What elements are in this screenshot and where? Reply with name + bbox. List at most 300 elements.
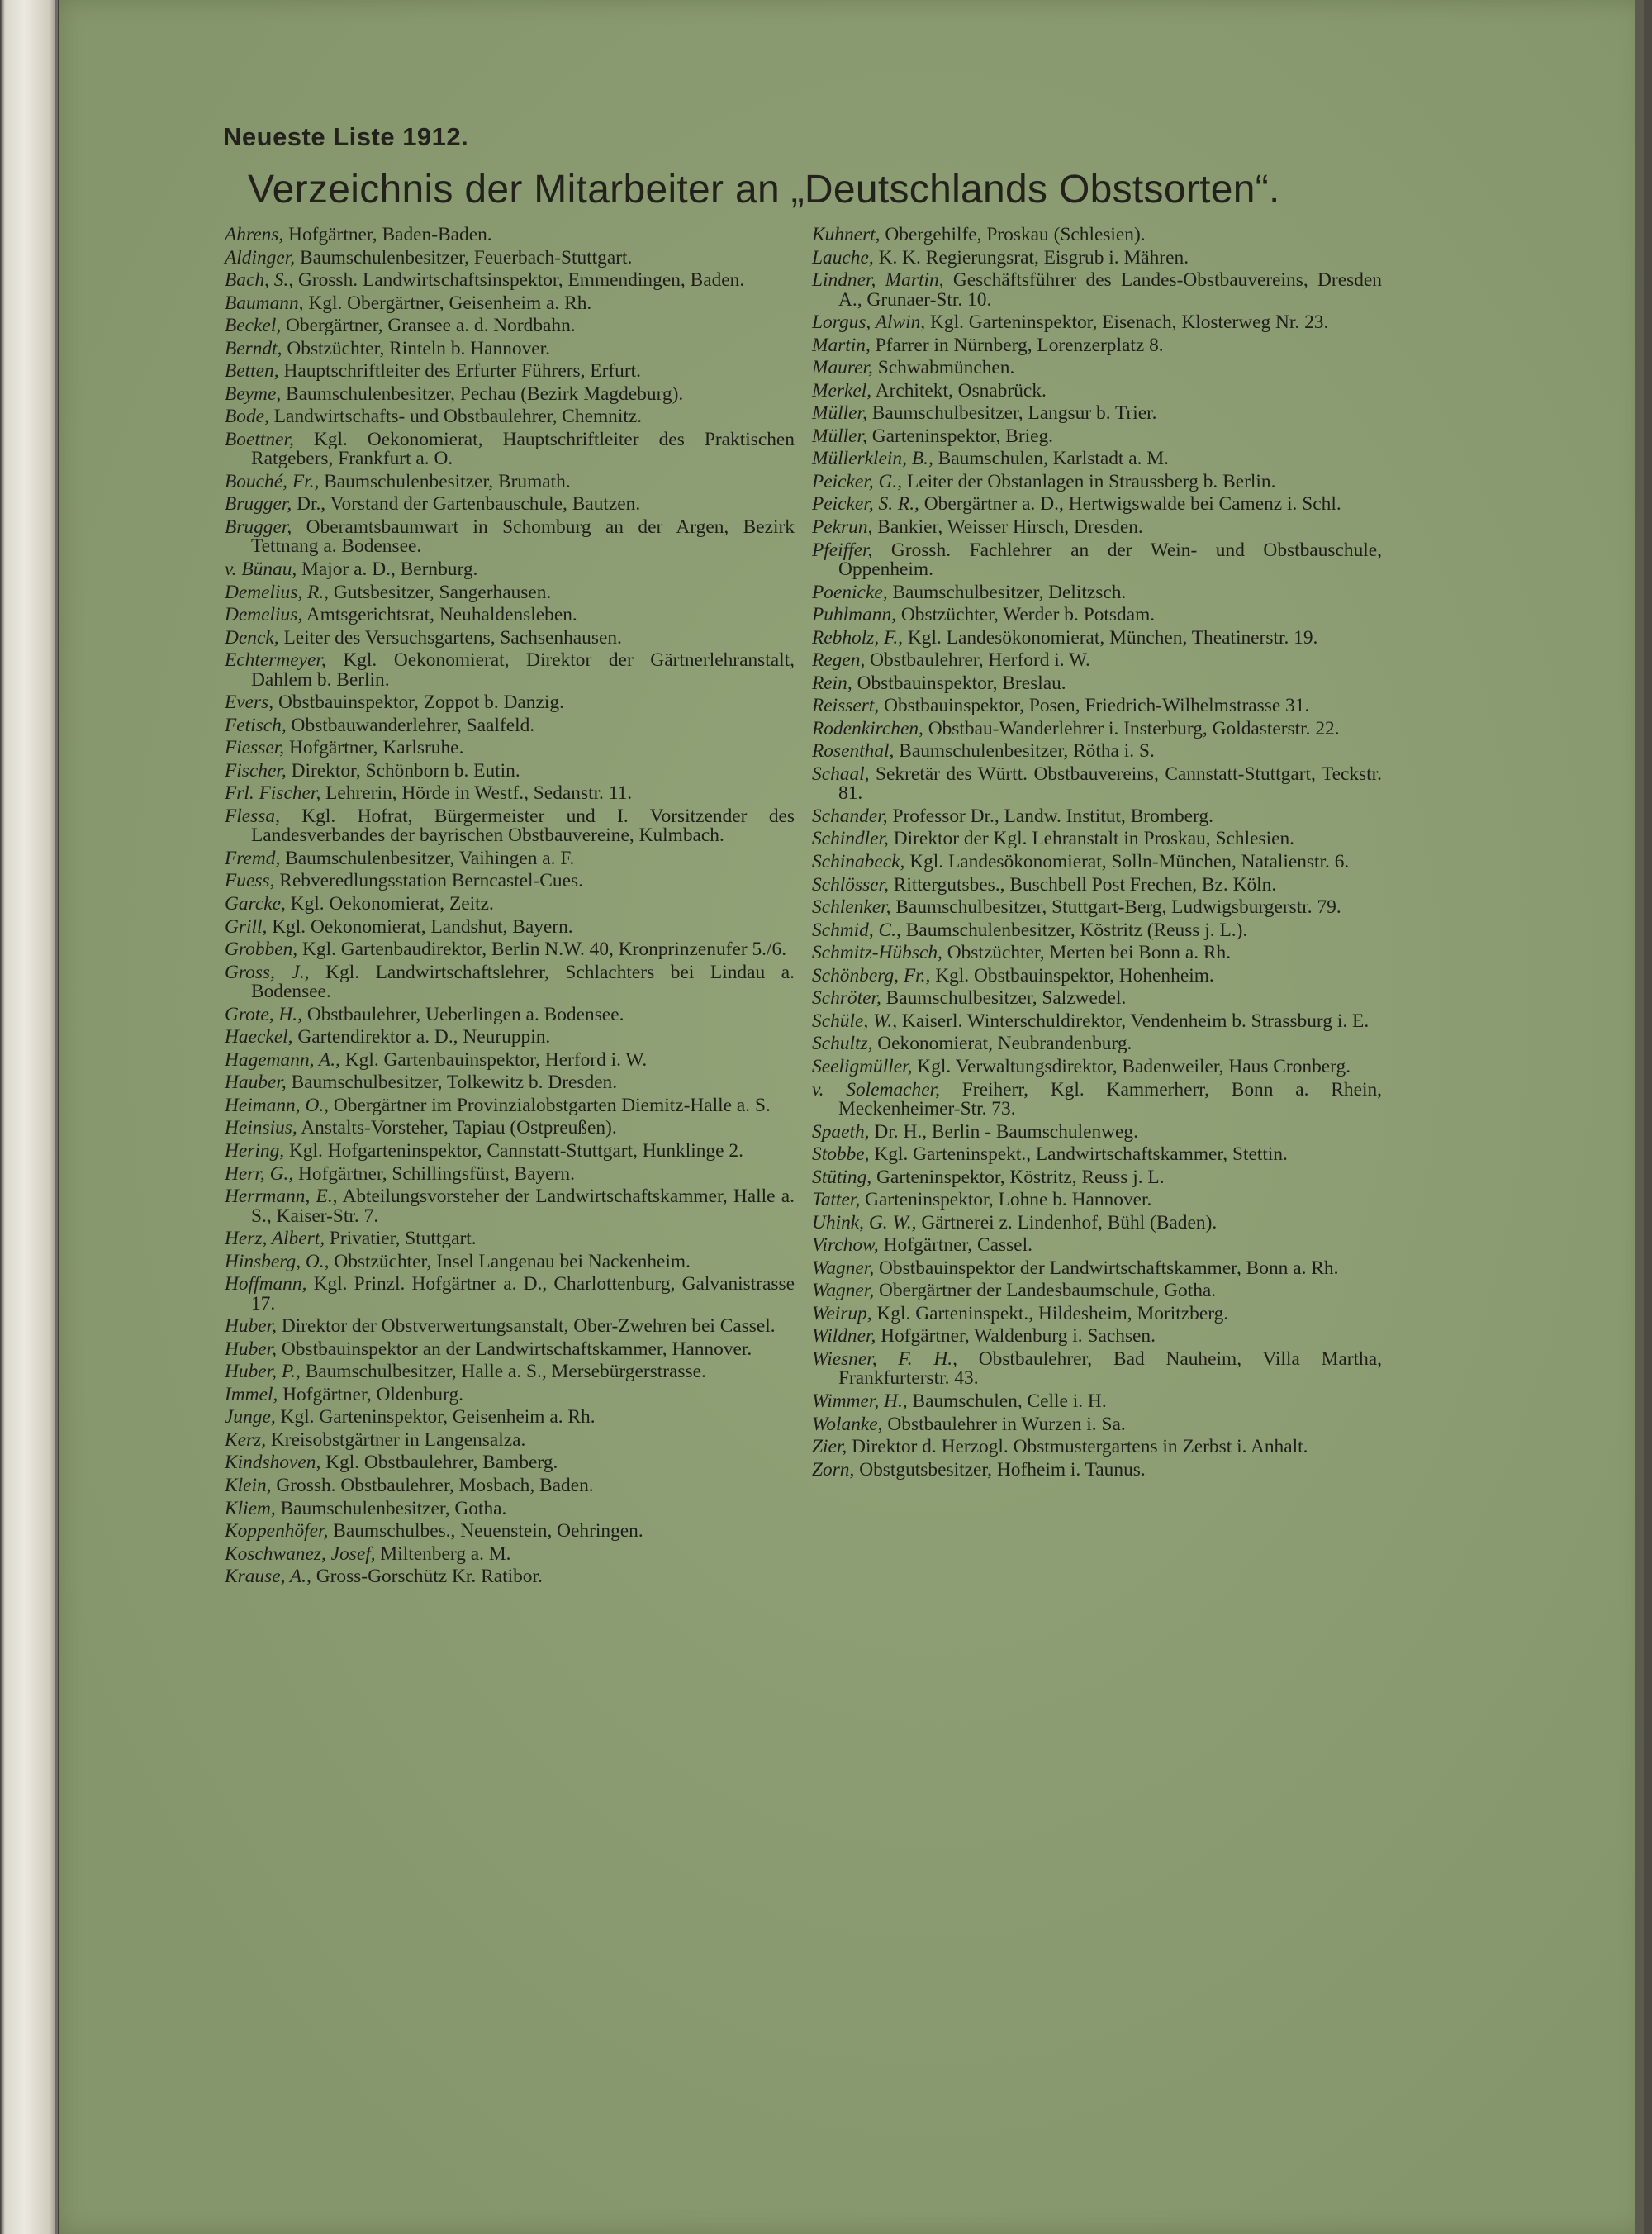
contributor-entry xyxy=(225,784,795,803)
contributor-name: Wagner, xyxy=(812,1280,875,1302)
contributor-name: Ahrens, xyxy=(225,224,284,245)
contributor-details: Obstbauinspektor an der Landwirtschaftskammer, Hannover. xyxy=(277,1338,752,1360)
contributor-details: Obstzüchter, Insel Langenau bei Nackenheim. xyxy=(329,1250,691,1272)
contributor-entry xyxy=(812,583,1382,602)
contributor-entry xyxy=(812,541,1382,580)
contributor-details: Hofgärtner, Karlsruhe. xyxy=(284,737,464,759)
contributor-entry xyxy=(225,1096,795,1115)
contributor-entry xyxy=(812,1327,1382,1346)
contributor-details: Pfarrer in Nürnberg, Lorenzerplatz 8. xyxy=(870,334,1164,356)
contributor-details: Hofgärtner, Baden-Baden. xyxy=(283,224,492,245)
contributor-entry xyxy=(225,385,795,404)
contributor-entry xyxy=(225,1252,795,1271)
contributor-details: Landwirtschafts- und Obstbaulehrer, Chemnitz. xyxy=(268,406,643,428)
contributor-name: Haeckel, xyxy=(225,1026,293,1048)
contributor-entry xyxy=(812,1120,1382,1143)
contributor-name: Koschwanez, Josef, xyxy=(225,1542,376,1565)
contributor-name: Heinsius, xyxy=(225,1117,297,1139)
contributor-entry xyxy=(225,1229,795,1248)
contributor-name: Fetisch, xyxy=(225,714,287,736)
contributor-entry xyxy=(812,404,1382,423)
contributor-name: Kliem, xyxy=(225,1497,276,1519)
contributor-entry xyxy=(812,1191,1382,1210)
contributor-name: Berndt, xyxy=(225,337,282,359)
contributor-name: Demelius, xyxy=(225,604,303,626)
contributor-entry xyxy=(812,853,1382,872)
contributor-name: Gross, J., xyxy=(225,961,310,983)
contributor-entry xyxy=(225,1317,795,1336)
contributor-name: Schander, xyxy=(812,805,888,827)
contributor-entry xyxy=(225,316,795,335)
page-right-edge xyxy=(1635,0,1644,2234)
contributor-details: Baumschulenbesitzer, Vaihingen a. F. xyxy=(280,847,575,869)
contributor-details: Obstbauinspektor, Zoppot b. Danzig. xyxy=(273,692,564,714)
contributor-entry xyxy=(812,518,1382,537)
contributor-entry xyxy=(812,626,1382,649)
contributor-details: Schwabmünchen. xyxy=(872,357,1015,379)
contributor-details: Obergehilfe, Proskau (Schlesien). xyxy=(880,224,1146,245)
contributor-name: Baumann, xyxy=(225,292,304,314)
contributor-details: Kgl. Obergärtner, Geisenheim a. Rh. xyxy=(303,292,592,314)
contributor-name: Wolanke, xyxy=(812,1413,883,1435)
contributor-details: Kgl. Landesökonomierat, München, Theatinerstr. 19. xyxy=(903,626,1318,649)
contributor-name: Tatter, xyxy=(812,1189,861,1211)
contributor-name: Maurer, xyxy=(812,357,873,379)
contributor-details: Baumschulenbesitzer, Rötha i. S. xyxy=(894,740,1155,763)
contributor-name: Fuess, xyxy=(225,870,275,892)
contributor-name: Poenicke, xyxy=(812,581,888,603)
contributor-entry xyxy=(812,1438,1382,1457)
contributor-entry xyxy=(225,807,795,846)
contributor-details: Direktor d. Herzogl. Obstmustergartens in Zerbst i. Anhalt. xyxy=(847,1436,1308,1458)
contributor-name: Bach, S., xyxy=(225,269,294,292)
contributor-name: Schröter, xyxy=(812,987,881,1010)
contributor-entry xyxy=(812,495,1382,514)
contributor-name: Kuhnert, xyxy=(812,224,881,245)
contributor-details: Garteninspektor, Köstritz, Reuss j. L. xyxy=(871,1166,1165,1188)
contributor-name: Wagner, xyxy=(812,1257,875,1279)
contributor-details: Abteilungsvorsteher der Landwirtschaftskammer, Halle a. S., Kaiser-Str. 7. xyxy=(251,1186,795,1227)
contributor-details: Obstzüchter, Rinteln b. Hannover. xyxy=(282,337,551,359)
contributor-entry xyxy=(225,246,795,269)
contributor-entry xyxy=(812,427,1382,446)
contributor-details: Obstzüchter, Werder b. Potsdam. xyxy=(896,604,1156,626)
contributor-details: Baumschulenbesitzer, Pechau (Bezirk Magdeburg). xyxy=(281,383,684,405)
contributor-details: Grossh. Fachlehrer an der Wein- und Obstbauschule, Oppenheim. xyxy=(838,539,1382,581)
contributor-details: Baumschulbesitzer, Stuttgart-Berg, Ludwigsburgerstr. 79. xyxy=(890,896,1341,919)
contributor-name: Beckel, xyxy=(225,315,282,337)
contributor-name: Bouché, Fr., xyxy=(225,470,320,492)
contributor-details: Baumschulbesitzer, Halle a. S., Mersebürgerstrasse. xyxy=(300,1361,706,1383)
contributor-details: Kgl. Oekonomierat, Hauptschriftleiter des Praktischen Ratgebers, Frankfurt a. O. xyxy=(251,428,795,470)
contributor-details: Kgl. Gartenbaudirektor, Berlin N.W. 40, Kronprinzenufer 5./6. xyxy=(297,939,787,961)
contributor-entry xyxy=(812,313,1382,332)
contributor-entry xyxy=(225,294,795,313)
contributor-details: Obergärtner, Gransee a. d. Nordbahn. xyxy=(281,315,576,337)
contributor-details: Kreisobstgärtner in Langensalza. xyxy=(266,1428,526,1451)
contributor-name: Müller, xyxy=(812,402,867,425)
contributor-entry xyxy=(812,829,1382,848)
contributor-entry xyxy=(812,921,1382,940)
contributor-entry xyxy=(225,495,795,514)
contributors-column-right xyxy=(812,226,1382,1483)
contributor-name: v. Solemacher, xyxy=(812,1078,940,1100)
contributor-details: Baumschulenbesitzer, Köstritz (Reuss j. L.). xyxy=(900,919,1248,941)
contributor-entry xyxy=(225,1275,795,1314)
contributor-name: Grote, H., xyxy=(225,1003,302,1025)
contributor-name: Spaeth, xyxy=(812,1120,870,1143)
contributor-entry xyxy=(225,872,795,891)
contributor-entry xyxy=(812,742,1382,761)
contributor-name: Fiesser, xyxy=(225,737,285,759)
contributor-name: Schmitz-Hübsch, xyxy=(812,942,942,964)
contributor-details: Rittergutsbes., Buschbell Post Frechen, Bz. Köln. xyxy=(888,873,1277,896)
contributor-name: Wiesner, F. H., xyxy=(812,1348,957,1370)
contributor-entry xyxy=(225,606,795,625)
contributor-name: Frl. Fischer, xyxy=(225,782,321,805)
contributor-details: Obstbaulehrer in Wurzen i. Sa. xyxy=(882,1413,1126,1435)
contributor-name: Uhink, G. W., xyxy=(812,1211,917,1233)
contributor-details: Obstbaulehrer, Ueberlingen a. Bodensee. xyxy=(302,1003,624,1025)
contributor-entry xyxy=(812,449,1382,468)
contributor-details: Kgl. Hofrat, Bürgermeister und I. Vorsitzender des Landesverbandes der bayrischen Obstbauvereine, Kulmbach. xyxy=(251,805,795,847)
contributor-entry xyxy=(225,849,795,868)
contributor-name: Flessa, xyxy=(225,805,280,827)
contributor-entry xyxy=(225,1048,795,1071)
contributor-details: Baumschulenbesitzer, Feuerbach-Stuttgart. xyxy=(295,246,633,269)
contributor-name: Zorn, xyxy=(812,1458,855,1481)
contributor-name: Junge, xyxy=(225,1406,276,1428)
contributor-name: Merkel, xyxy=(812,379,872,402)
contributor-name: Peicker, S. R., xyxy=(812,493,919,516)
contributor-entry xyxy=(812,873,1382,896)
contributor-details: Obstbauinspektor der Landwirtschaftskammer, Bonn a. Rh. xyxy=(874,1257,1339,1279)
contributor-details: Kgl. Landesökonomierat, Solln-München, Natalienstr. 6. xyxy=(904,851,1350,873)
contributor-details: Kgl. Hofgarteninspektor, Cannstatt-Stuttgart, Hunklinge 2. xyxy=(284,1139,743,1162)
contributor-entry xyxy=(225,1187,795,1226)
contributor-entry xyxy=(812,1259,1382,1278)
contributor-name: Aldinger, xyxy=(225,246,296,269)
contributor-entry xyxy=(812,1236,1382,1255)
contributor-details: Kgl. Obstbauinspektor, Hohenheim. xyxy=(930,964,1214,986)
contributor-name: Beyme, xyxy=(225,383,282,405)
contributor-details: Gutsbesitzer, Sangerhausen. xyxy=(329,581,552,603)
contributor-entry xyxy=(225,759,795,782)
contributor-entry xyxy=(225,407,795,426)
contributor-details: Direktor der Kgl. Lehranstalt in Proskau, Schlesien. xyxy=(888,828,1294,850)
contributor-details: Amtsgerichtsrat, Neuhaldensleben. xyxy=(302,604,577,626)
contributor-name: Hoffmann, xyxy=(225,1273,307,1295)
contributors-column-left xyxy=(225,226,795,1590)
contributor-details: Obstbauwanderlehrer, Saalfeld. xyxy=(286,714,535,736)
contributor-name: Lorgus, Alwin, xyxy=(812,311,926,334)
contributor-name: Huber, P., xyxy=(225,1361,301,1383)
contributor-entry xyxy=(812,696,1382,715)
contributor-name: Demelius, R., xyxy=(225,581,330,603)
contributor-entry xyxy=(225,940,795,959)
contributor-entry xyxy=(225,1383,795,1405)
contributor-entry xyxy=(225,895,795,914)
contributor-entry xyxy=(225,1005,795,1024)
contributor-name: Hauber, xyxy=(225,1072,287,1094)
contributor-name: Klein, xyxy=(225,1474,272,1496)
contributor-name: Kerz, xyxy=(225,1428,267,1451)
contributor-entry xyxy=(225,518,795,557)
contributor-name: Garcke, xyxy=(225,893,286,915)
contributor-details: Hauptschriftleiter des Erfurter Führers, Erfurt. xyxy=(278,360,642,383)
contributor-details: Baumschulen, Karlstadt a. M. xyxy=(933,448,1169,470)
contributor-entry xyxy=(225,1428,795,1451)
contributor-name: Schüle, W., xyxy=(812,1010,898,1032)
contributor-entry xyxy=(812,379,1382,402)
contributor-entry xyxy=(225,560,795,579)
contributor-details: Geschäftsführer des Landes-Obstbauvereins, Dresden A., Grunaer-Str. 10. xyxy=(838,269,1382,311)
contributor-entry xyxy=(225,1162,795,1185)
contributor-details: Baumschulbesitzer, Langsur b. Trier. xyxy=(866,402,1157,425)
contributor-entry xyxy=(225,1476,795,1495)
contributor-name: Schlenker, xyxy=(812,896,891,919)
contributor-details: Freiherr, Kgl. Kammerherr, Bonn a. Rhein, Meckenheimer-Str. 73. xyxy=(838,1078,1382,1119)
contributor-entry xyxy=(225,1408,795,1427)
contributor-name: Reissert, xyxy=(812,695,880,717)
contributor-entry xyxy=(812,1458,1382,1481)
contributor-name: Stobbe, xyxy=(812,1143,870,1166)
contributor-name: v. Bünau, xyxy=(225,558,297,581)
contributor-name: Hinsberg, O., xyxy=(225,1250,330,1272)
contributor-details: Obstbaulehrer, Herford i. W. xyxy=(865,649,1090,672)
contributor-details: Baumschulbes., Neuenstein, Oehringen. xyxy=(328,1520,643,1542)
contributor-details: Obergärtner a. D., Hertwigswalde bei Camenz i. Schl. xyxy=(919,493,1341,516)
contributor-entry xyxy=(812,1078,1382,1119)
contributor-name: Koppenhöfer, xyxy=(225,1520,329,1542)
contributor-details: Anstalts-Vorsteher, Tapiau (Ostpreußen). xyxy=(297,1117,617,1139)
contributor-entry xyxy=(812,807,1382,826)
contributor-entry xyxy=(812,944,1382,963)
contributor-name: Schinabeck, xyxy=(812,851,905,873)
contributor-entry xyxy=(225,1567,795,1586)
contributor-details: Hofgärtner, Oldenburg. xyxy=(278,1383,463,1405)
contributor-name: Virchow, xyxy=(812,1234,879,1257)
contributor-entry xyxy=(225,1497,795,1519)
contributor-entry xyxy=(225,1522,795,1541)
contributor-name: Echtermeyer, xyxy=(225,649,326,672)
contributor-details: Leiter des Versuchsgartens, Sachsenhausen. xyxy=(278,626,622,649)
contributor-entry xyxy=(812,359,1382,378)
contributor-name: Lindner, Martin, xyxy=(812,269,944,292)
contributor-entry xyxy=(812,336,1382,355)
page-title: Verzeichnis der Mitarbeiter an „Deutschlands Obstsorten“. xyxy=(248,168,1280,212)
contributor-entry xyxy=(225,1362,795,1381)
contributor-details: Garteninspektor, Lohne b. Hannover. xyxy=(860,1189,1152,1211)
contributor-details: Obstbau-Wanderlehrer i. Insterburg, Goldasterstr. 22. xyxy=(923,717,1340,739)
contributor-name: Immel, xyxy=(225,1383,278,1405)
book-spine-edge xyxy=(0,0,58,2234)
contributor-details: Kaiserl. Winterschuldirektor, Vendenheim b. Strassburg i. E. xyxy=(897,1010,1370,1032)
contributor-entry xyxy=(225,651,795,690)
contributor-details: Baumschulenbesitzer, Brumath. xyxy=(319,470,571,492)
contributor-details: Obergärtner der Landesbaumschule, Gotha. xyxy=(874,1280,1217,1302)
contributor-entry xyxy=(225,716,795,735)
contributor-details: Baumschulen, Celle i. H. xyxy=(907,1390,1107,1412)
contributor-entry xyxy=(812,651,1382,670)
contributor-name: Peicker, G., xyxy=(812,470,903,492)
contributor-entry xyxy=(812,1168,1382,1187)
contributor-name: Hagemann, A., xyxy=(225,1048,340,1071)
contributor-details: Kgl. Garteninspektor, Geisenheim a. Rh. xyxy=(275,1406,596,1428)
contributor-details: Sekretär des Württ. Obstbauvereins, Cannstatt-Stuttgart, Teckstr. 81. xyxy=(838,763,1382,805)
contributor-name: Regen, xyxy=(812,649,866,672)
contributor-name: Pfeiffer, xyxy=(812,539,873,561)
contributor-entry xyxy=(225,226,795,245)
contributor-details: Kgl. Oekonomierat, Zeitz. xyxy=(285,893,494,915)
contributor-details: Kgl. Landwirtschaftslehrer, Schlachters bei Lindau a. Bodensee. xyxy=(251,961,795,1003)
contributor-name: Puhlmann, xyxy=(812,604,897,626)
contributor-entry xyxy=(225,1542,795,1565)
contributor-entry xyxy=(812,1034,1382,1053)
contributor-details: Baumschulenbesitzer, Gotha. xyxy=(275,1497,507,1519)
contributor-name: Schaal, xyxy=(812,763,870,785)
contributor-details: Rebveredlungsstation Berncastel-Cues. xyxy=(274,870,583,892)
contributor-entry xyxy=(225,693,795,712)
contributor-entry xyxy=(225,1139,795,1162)
list-year-heading: Neueste Liste 1912. xyxy=(223,122,469,151)
contributor-details: Baumschulbesitzer, Salzwedel. xyxy=(881,987,1127,1010)
contributor-entry xyxy=(812,1055,1382,1077)
contributor-name: Boettner, xyxy=(225,428,294,450)
contributor-name: Müller, xyxy=(812,425,867,447)
contributor-entry xyxy=(225,739,795,758)
contributor-details: Kgl. Garteninspekt., Landwirtschaftskammer, Stettin. xyxy=(869,1143,1288,1166)
contributor-details: Grossh. Obstbaulehrer, Mosbach, Baden. xyxy=(271,1474,594,1496)
contributor-name: Heimann, O., xyxy=(225,1094,330,1116)
contributor-details: Professor Dr., Landw. Institut, Bromberg. xyxy=(887,805,1213,827)
contributor-details: K. K. Regierungsrat, Eisgrub i. Mähren. xyxy=(873,246,1189,269)
contributor-entry xyxy=(225,963,795,1002)
contributor-entry xyxy=(812,1281,1382,1300)
contributor-name: Schlösser, xyxy=(812,873,889,896)
contributor-details: Oberamtsbaumwart in Schomburg an der Argen, Bezirk Tettnang a. Bodensee. xyxy=(251,516,795,558)
contributor-name: Brugger, xyxy=(225,493,292,516)
contributor-name: Wildner, xyxy=(812,1325,876,1348)
contributor-entry xyxy=(812,226,1382,245)
contributor-details: Hofgärtner, Schillingsfürst, Bayern. xyxy=(293,1162,575,1185)
contributor-name: Fremd, xyxy=(225,847,281,869)
contributor-details: Hofgärtner, Cassel. xyxy=(878,1234,1032,1257)
contributor-entry xyxy=(812,1211,1382,1233)
contributor-name: Wimmer, H., xyxy=(812,1390,908,1412)
contributor-name: Rein, xyxy=(812,672,852,694)
contributor-details: Miltenberg a. M. xyxy=(375,1542,511,1565)
contributor-details: Bankier, Weisser Hirsch, Dresden. xyxy=(872,516,1143,539)
contributor-details: Kgl. Obstbaulehrer, Bamberg. xyxy=(320,1452,558,1474)
contributor-name: Pekrun, xyxy=(812,516,873,539)
contributor-name: Schönberg, Fr., xyxy=(812,964,931,986)
contributor-entry xyxy=(812,674,1382,693)
contributor-entry xyxy=(812,964,1382,986)
contributor-details: Gartendirektor a. D., Neuruppin. xyxy=(292,1026,551,1048)
contributor-name: Denck, xyxy=(225,626,279,649)
contributor-entry xyxy=(812,1012,1382,1031)
contributor-details: Architekt, Osnabrück. xyxy=(871,379,1047,402)
contributor-details: Baumschulbesitzer, Delitzsch. xyxy=(887,581,1127,603)
contributor-entry xyxy=(225,1073,795,1092)
contributor-details: Kgl. Oekonomierat, Direktor der Gärtnerlehranstalt, Dahlem b. Berlin. xyxy=(251,649,795,691)
contributor-details: Obstgutsbesitzer, Hofheim i. Taunus. xyxy=(854,1458,1146,1481)
contributor-entry xyxy=(225,1119,795,1138)
contributor-details: Obstbaulehrer, Bad Nauheim, Villa Martha, Frankfurterstr. 43. xyxy=(838,1348,1382,1390)
contributor-entry xyxy=(225,430,795,469)
contributor-entry xyxy=(225,1453,795,1472)
contributor-name: Rosenthal, xyxy=(812,740,895,763)
contributor-name: Fischer, xyxy=(225,759,287,782)
contributor-entry xyxy=(812,1392,1382,1411)
contributor-entry xyxy=(812,1302,1382,1324)
contributor-entry xyxy=(812,717,1382,739)
contributor-entry xyxy=(812,989,1382,1008)
contributor-name: Schultz, xyxy=(812,1033,873,1055)
contributor-details: Gross-Gorschütz Kr. Ratibor. xyxy=(311,1566,543,1588)
contributor-details: Privatier, Stuttgart. xyxy=(325,1228,477,1250)
contributor-details: Direktor, Schönborn b. Eutin. xyxy=(286,759,520,782)
contributor-name: Krause, A., xyxy=(225,1566,311,1588)
contributor-details: Dr. H., Berlin - Baumschulenweg. xyxy=(869,1120,1138,1143)
contributor-details: Kgl. Verwaltungsdirektor, Badenweiler, Haus Cronberg. xyxy=(912,1055,1351,1077)
contributor-name: Lauche, xyxy=(812,246,874,269)
contributor-name: Brugger, xyxy=(225,516,292,539)
contributor-name: Evers, xyxy=(225,692,274,714)
contributor-details: Lehrerin, Hörde in Westf., Sedanstr. 11. xyxy=(320,782,633,805)
contributor-name: Betten, xyxy=(225,360,279,383)
contributor-details: Leiter der Obstanlagen in Straussberg b. Berlin. xyxy=(902,470,1276,492)
contributor-name: Hering, xyxy=(225,1139,285,1162)
contributor-entry xyxy=(225,1340,795,1359)
contributor-entry xyxy=(225,915,795,938)
contributor-details: Obergärtner im Provinzialobstgarten Diemitz-Halle a. S. xyxy=(329,1094,771,1116)
contributor-details: Dr., Vorstand der Gartenbauschule, Bautzen. xyxy=(292,493,641,516)
contributor-details: Gärtnerei z. Lindenhof, Bühl (Baden). xyxy=(916,1211,1218,1233)
contributor-name: Herrmann, E., xyxy=(225,1186,338,1208)
contributor-name: Grill, xyxy=(225,915,268,938)
contributor-entry xyxy=(225,626,795,649)
contributor-details: Kgl. Oekonomierat, Landshut, Bayern. xyxy=(267,915,573,938)
contributor-details: Grossh. Landwirtschaftsinspektor, Emmendingen, Baden. xyxy=(293,269,745,292)
contributor-details: Major a. D., Bernburg. xyxy=(297,558,478,581)
contributor-entry xyxy=(225,362,795,381)
contributor-entry xyxy=(225,1028,795,1047)
contributor-details: Obstbauinspektor, Posen, Friedrich-Wilhelmstrasse 31. xyxy=(879,695,1310,717)
contributor-entry xyxy=(812,1415,1382,1434)
contributor-entry xyxy=(812,271,1382,310)
contributor-details: Direktor der Obstverwertungsanstalt, Ober-Zwehren bei Cassel. xyxy=(277,1315,776,1338)
contributor-name: Schmid, C., xyxy=(812,919,901,941)
contributor-name: Herz, Albert, xyxy=(225,1228,325,1250)
contributor-name: Huber, xyxy=(225,1315,278,1338)
contributor-name: Stüting, xyxy=(812,1166,872,1188)
contributor-details: Garteninspektor, Brieg. xyxy=(866,425,1054,447)
contributor-entry xyxy=(812,898,1382,917)
contributor-name: Müllerklein, B., xyxy=(812,448,933,470)
contributor-name: Rebholz, F., xyxy=(812,626,904,649)
contributor-name: Herr, G., xyxy=(225,1162,294,1185)
contributor-name: Rodenkirchen, xyxy=(812,717,923,739)
contributor-name: Huber, xyxy=(225,1338,278,1360)
contributor-details: Kgl. Garteninspekt., Hildesheim, Moritzberg. xyxy=(871,1302,1229,1324)
contributor-entry xyxy=(812,1145,1382,1164)
contributor-details: Baumschulbesitzer, Tolkewitz b. Dresden. xyxy=(286,1072,618,1094)
contributor-details: Obstbauinspektor, Breslau. xyxy=(852,672,1066,694)
contributor-details: Kgl. Gartenbauinspektor, Herford i. W. xyxy=(339,1048,648,1071)
contributor-details: Obstzüchter, Merten bei Bonn a. Rh. xyxy=(942,942,1232,964)
